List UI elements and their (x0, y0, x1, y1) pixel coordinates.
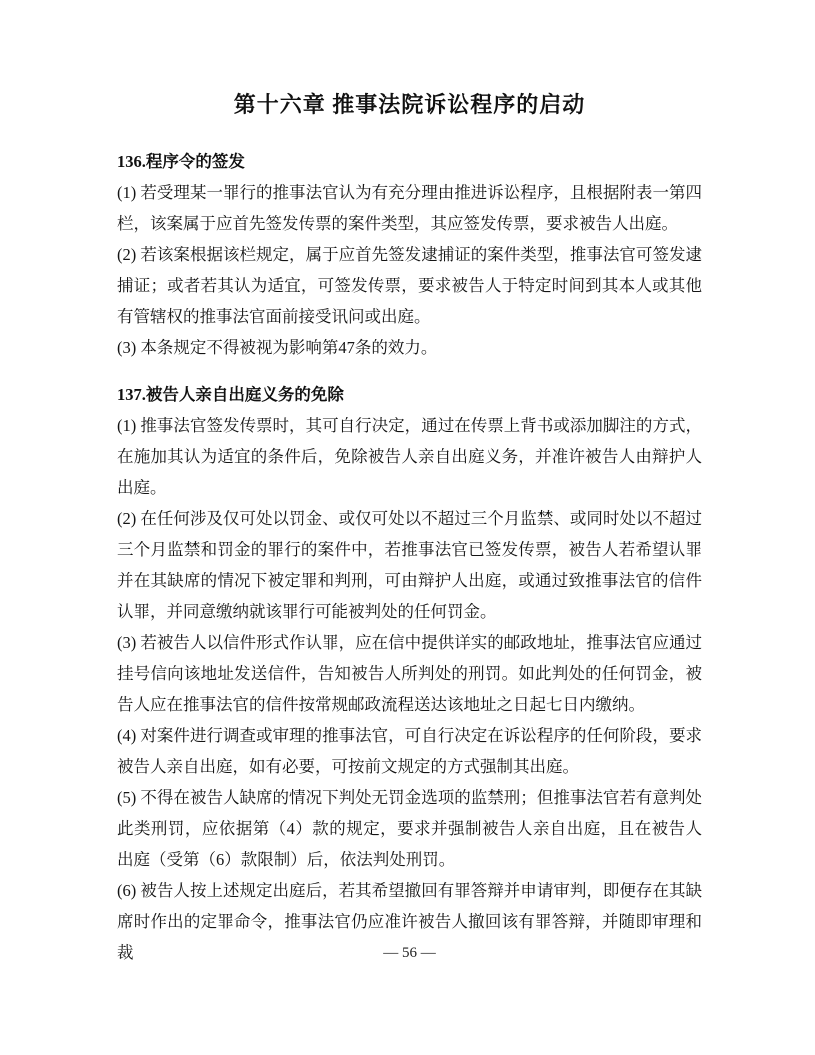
page-content (117, 90, 702, 968)
paragraph: (1) 推事法官签发传票时，其可自行决定，通过在传票上背书或添加脚注的方式，在施加其认为适宜的条件后，免除被告人亲自出庭义务，并准许被告人由辩护人出庭。 (117, 416, 702, 497)
section-136-heading: 136.程序令的签发 (117, 152, 245, 171)
section-137 (117, 379, 702, 968)
paragraph: (5) 不得在被告人缺席的情况下判处无罚金选项的监禁刑；但推事法官若有意判处此类刑罚，应依据第（4）款的规定，要求并强制被告人亲自出庭，且在被告人出庭（受第（6）款限制）后，依法判处刑罚。 (117, 788, 702, 869)
paragraph: (3) 本条规定不得被视为影响第47条的效力。 (117, 338, 438, 357)
page-number: — 56 — (383, 945, 436, 961)
paragraph: (1) 若受理某一罪行的推事法官认为有充分理由推进诉讼程序，且根据附表一第四栏，该案属于应首先签发传票的案件类型，其应签发传票，要求被告人出庭。 (117, 183, 702, 233)
paragraph: (2) 在任何涉及仅可处以罚金、或仅可处以不超过三个月监禁、或同时处以不超过三个月监禁和罚金的罪行的案件中，若推事法官已签发传票，被告人若希望认罪并在其缺席的情况下被定罪和判刑，可由辩护人出庭，或通过致推事法官的信件认罪，并同意缴纳就该罪行可能被判处的任何罚金。 (117, 509, 702, 621)
paragraph: (2) 若该案根据该栏规定，属于应首先签发逮捕证的案件类型，推事法官可签发逮捕证；或者若其认为适宜，可签发传票，要求被告人于特定时间到其本人或其他有管辖权的推事法官面前接受讯问或出庭。 (117, 245, 702, 326)
paragraph: (3) 若被告人以信件形式作认罪，应在信中提供详实的邮政地址，推事法官应通过挂号信向该地址发送信件，告知被告人所判处的刑罚。如此判处的任何罚金，被告人应在推事法官的信件按常规邮政流程送达该地址之日起七日内缴纳。 (117, 633, 702, 714)
section-136 (117, 146, 702, 363)
paragraph: (4) 对案件进行调查或审理的推事法官，可自行决定在诉讼程序的任何阶段，要求被告人亲自出庭，如有必要，可按前文规定的方式强制其出庭。 (117, 726, 702, 776)
paragraph: (6) 被告人按上述规定出庭后，若其希望撤回有罪答辩并申请审判，即便存在其缺席时作出的定罪命令，推事法官仍应准许被告人撤回该有罪答辩，并随即审理和裁 (117, 881, 702, 962)
chapter-title: 第十六章 推事法院诉讼程序的启动 (233, 92, 586, 117)
section-137-heading: 137.被告人亲自出庭义务的免除 (117, 385, 344, 404)
